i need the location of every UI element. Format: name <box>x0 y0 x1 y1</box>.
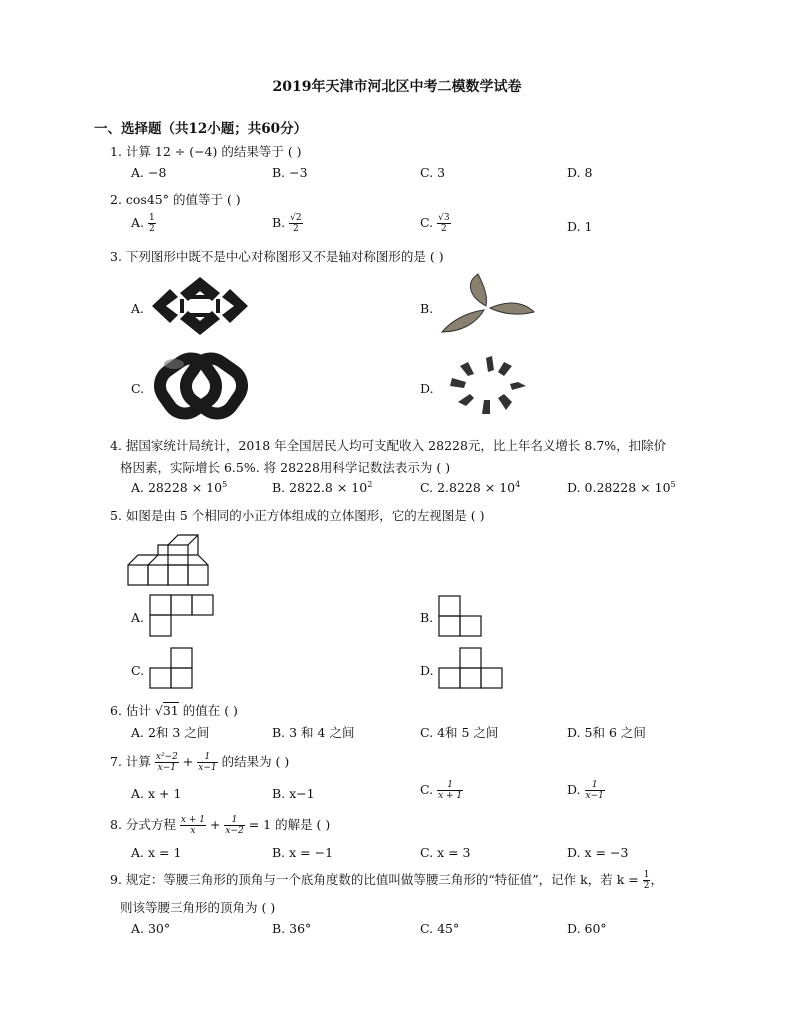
q9-option-c[interactable]: C. 45° <box>420 921 460 936</box>
pinwheel-figure <box>442 352 536 418</box>
fraction: $\frac{1}{x-1}$ <box>198 752 217 773</box>
q9-option-d[interactable]: D. 60° <box>567 921 607 936</box>
fraction: $\frac{1}{x + 1}$ <box>438 780 463 801</box>
q7-option-c[interactable]: C. $\frac{1}{x + 1}$ <box>420 780 463 801</box>
question-9-stem-line1: 9. 规定：等腰三角形的顶角与一个底角度数的比值叫做等腰三角形的“特征值”，记作 k，若 k = $\frac{1}{2}$ ， <box>110 870 663 891</box>
q9-option-a[interactable]: A. 30° <box>131 921 171 936</box>
q6-option-a[interactable]: A. 2和 3 之间 <box>131 725 210 740</box>
q1-option-d[interactable]: D. 8 <box>567 165 593 180</box>
option-label: A. <box>131 215 145 230</box>
q4-option-b[interactable]: B. $2822.8 \times 10^2$ <box>272 480 373 496</box>
q8-option-b[interactable]: B. x = −1 <box>272 845 334 860</box>
q4-option-d[interactable]: D. $0.28228 \times 10^5$ <box>567 480 676 496</box>
page-title: 2019年天津市河北区中考二模数学试卷 <box>272 79 522 95</box>
option-label: B. <box>272 215 286 230</box>
q2-option-a[interactable] <box>131 213 156 234</box>
radicand: 31 <box>162 703 179 718</box>
q5-option-b[interactable]: B. <box>420 610 434 625</box>
fraction: $\frac{1}{x-1}$ <box>585 780 604 801</box>
q6-option-d[interactable]: D. 5和 6 之间 <box>567 725 646 740</box>
three-leaves-figure <box>438 272 538 340</box>
radical-sign: √ <box>154 703 163 718</box>
q1-option-a[interactable]: A. −8 <box>131 165 167 180</box>
question-4-stem-line2: 格因素，实际增长 6.5%. 将 28228用科学记数法表示为 ( ) <box>120 460 451 475</box>
q6-option-c[interactable]: C. 4和 5 之间 <box>420 725 499 740</box>
fraction: $\frac{\text{x²−2}}{x-1}$ <box>155 752 178 773</box>
q9-option-b[interactable]: B. 36° <box>272 921 312 936</box>
question-4-stem-line1: 4. 据国家统计局统计，2018 年全国居民人均可支配收入 28228元，比上年名义增长 8.7%，扣除价 <box>110 438 667 453</box>
q3-option-d[interactable]: D. <box>420 381 434 396</box>
q4-option-c[interactable]: C. $2.8228 \times 10^4$ <box>420 480 521 496</box>
option-label: C. <box>420 215 434 230</box>
q2-option-d[interactable]: D. 1 <box>567 219 593 234</box>
q5-option-d[interactable]: D. <box>420 663 434 678</box>
q8-option-d[interactable]: D. x = −3 <box>567 845 629 860</box>
q3-option-c[interactable]: C. <box>131 381 145 396</box>
fraction: $\frac{√3}{2}$ <box>438 213 450 234</box>
question-8-stem: 8. 分式方程 $\frac{x + 1}{x}$ + $\frac{1}{x-2}$ = 1 的解是 ( ) <box>110 815 331 836</box>
question-2-stem: 2. cos45° 的值等于 ( ) <box>110 192 241 207</box>
q1-option-b[interactable]: B. −3 <box>272 165 308 180</box>
section-heading: 一、选择题（共12小题；共60分） <box>94 121 308 137</box>
q5-option-c[interactable]: C. <box>131 663 145 678</box>
view-d-figure <box>438 647 504 689</box>
interlocked-rings-figure <box>154 352 248 420</box>
q2-option-b[interactable] <box>272 213 303 234</box>
q3-option-b[interactable]: B. <box>420 301 434 316</box>
q3-option-a[interactable]: A. <box>131 301 145 316</box>
question-1-stem: 1. 计算 12 ÷ (−4) 的结果等于 ( ) <box>110 144 302 159</box>
fraction: $\frac{1}{x-2}$ <box>225 815 244 836</box>
view-a-figure <box>149 594 215 638</box>
q8-option-c[interactable]: C. x = 3 <box>420 845 471 860</box>
cube-stack-figure <box>124 527 214 587</box>
q4-option-a[interactable]: A. $28228 \times 10^5$ <box>131 480 228 496</box>
q7-option-d[interactable]: D. $\frac{1}{x-1}$ <box>567 780 604 801</box>
q6-option-b[interactable]: B. 3 和 4 之间 <box>272 725 355 740</box>
question-9-stem-line2: 则该等腰三角形的顶角为 ( ) <box>120 900 276 915</box>
question-5-stem: 5. 如图是由 5 个相同的小正方体组成的立体图形，它的左视图是 ( ) <box>110 508 485 523</box>
fraction: $\frac{1}{2}$ <box>149 213 155 234</box>
q8-option-a[interactable]: A. x = 1 <box>131 845 182 860</box>
q7-option-a[interactable]: A. x + 1 <box>131 786 182 801</box>
question-3-stem: 3. 下列图形中既不是中心对称图形又不是轴对称图形的是 ( ) <box>110 249 444 264</box>
q5-option-a[interactable]: A. <box>131 610 145 625</box>
cross-shape-figure <box>150 275 250 337</box>
fraction: $\frac{1}{2}$ <box>643 870 650 891</box>
q1-option-c[interactable]: C. 3 <box>420 165 446 180</box>
question-7-stem: 7. 计算 $\frac{\text{x²−2}}{x-1}$ + $\frac{1}{x-1}$ 的结果为 ( ) <box>110 752 290 773</box>
view-c-figure <box>149 647 195 689</box>
fraction: $\frac{√2}{2}$ <box>290 213 302 234</box>
question-6-stem: 6. 估计 √31 的值在 ( ) <box>110 703 238 718</box>
fraction: $\frac{x + 1}{x}$ <box>180 815 205 836</box>
q2-option-c[interactable] <box>420 213 451 234</box>
view-b-figure <box>438 595 484 637</box>
q7-option-b[interactable]: B. x−1 <box>272 786 315 801</box>
